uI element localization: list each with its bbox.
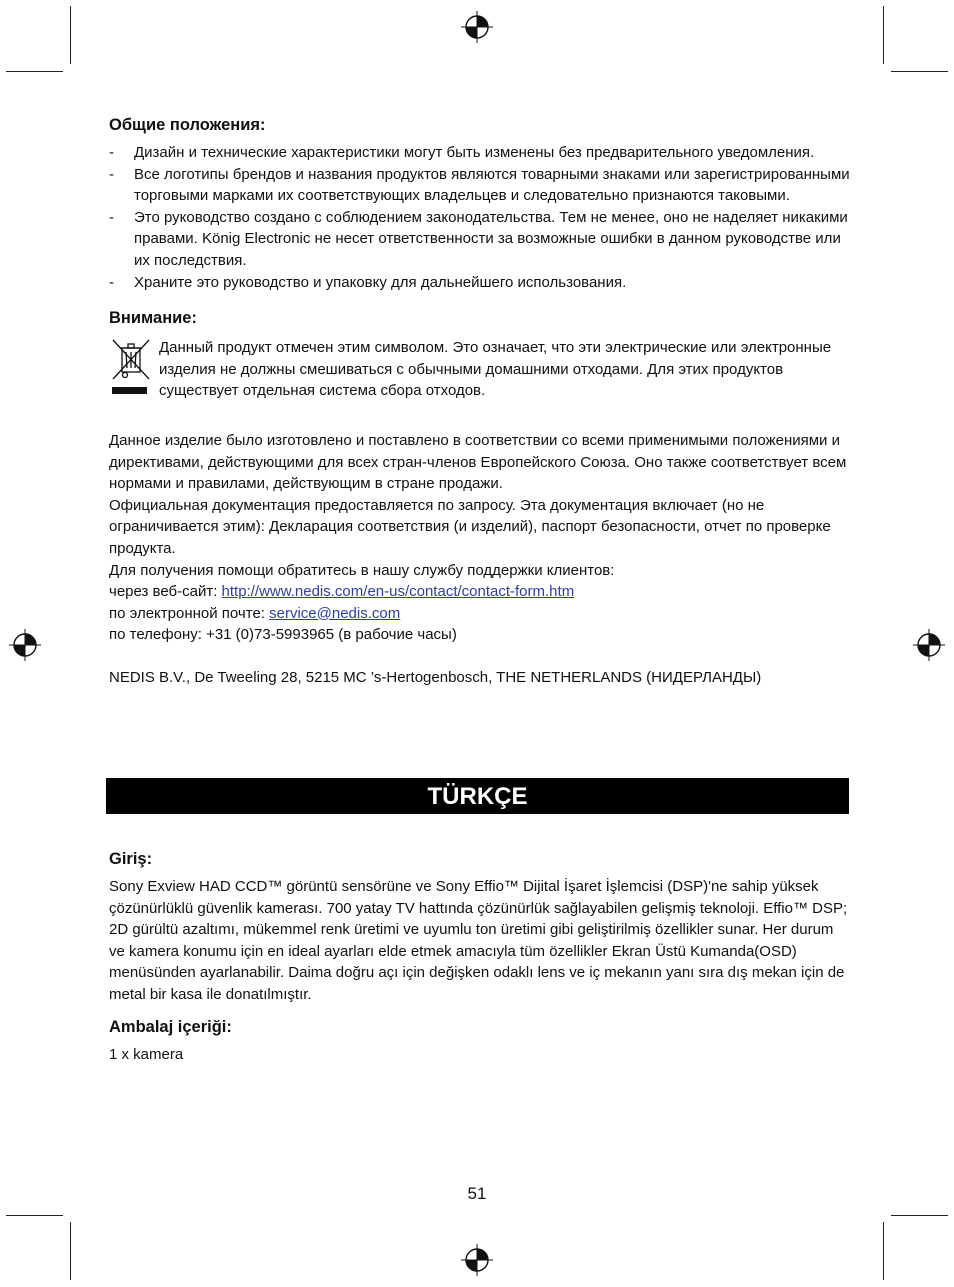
email-label: по электронной почте: xyxy=(109,604,270,622)
registration-mark-icon xyxy=(460,10,494,44)
weee-notice xyxy=(109,337,851,402)
attention-heading: Внимание: xyxy=(109,309,197,328)
crop-mark xyxy=(891,1215,948,1216)
documentation-paragraph: Официальная документация предоставляется по запросу. Эта документация включает (но не ограничивается этим): Декларация соответствия (и изделий), паспорт безопасности, отчет по проверке продукта. xyxy=(109,496,831,557)
registration-mark-icon xyxy=(8,628,42,662)
intro-paragraph: Sony Exview HAD CCD™ görüntü sensörüne ve Sony Effio™ Dijital İşaret İşlemcisi (DSP)'ne sahip yüksek çözünürlüklü güvenlik kamerası. 700 yatay TV hattında çözünürlük sağlayabilen gelişmiş teknoloji. Effio™ DSP; 2D gürültü azaltımı, mükemmel renk üretimi ve uyumlu ton üretimi gibi geliştirilmiş özellikler sunar. Her durum ve kamera konumu için en ideal ayarları elde etmek amacıyla tüm özellikler Ekran Üstü Kumanda(OSD) menüsünden ayarlanabilir. Daima doğru açı için değişken odaklı lens ve iç mekanın yanı sıra dış mekan için de metal bir kasa ile donatılmıştır. xyxy=(109,878,848,1003)
crop-mark xyxy=(70,6,71,64)
list-item: - Храните это руководство и упаковку для дальнейшего использования. xyxy=(109,272,851,294)
compliance-block xyxy=(109,430,851,689)
crop-mark xyxy=(6,71,63,72)
list-item: - Все логотипы брендов и названия продуктов являются товарными знаками или зарегистрированными торговыми марками их соответствующих владельцев и следовательно признаются таковыми. xyxy=(109,164,851,207)
registration-mark-icon xyxy=(460,1243,494,1277)
web-line xyxy=(109,581,851,603)
russian-section xyxy=(109,114,851,689)
turkish-section xyxy=(109,848,851,1065)
page-number: 51 xyxy=(467,1184,487,1203)
company-address: NEDIS B.V., De Tweeling 28, 5215 MC ’s-Hertogenbosch, THE NETHERLANDS (НИДЕРЛАНДЫ) xyxy=(109,669,762,687)
list-item: - Это руководство создано с соблюдением законодательства. Тем не менее, оно не наделяет никакими правами. König Electronic не несет ответственности за возможные ошибки в данном руководстве или их последствия. xyxy=(109,207,851,272)
phone-line: по телефону: +31 (0)73-5993965 (в рабочие часы) xyxy=(109,626,457,644)
general-list xyxy=(109,142,851,293)
email-line xyxy=(109,603,851,625)
weee-text: Данный продукт отмечен этим символом. Это означает, что эти электрические или электронные изделия не должны смешиваться с обычными домашними отходами. Для этих продуктов существует отдельная система сбора отходов. xyxy=(159,339,832,400)
intro-heading: Giriş: xyxy=(109,850,153,868)
language-section-band: TÜRKÇE xyxy=(106,778,849,814)
compliance-paragraph: Данное изделие было изготовлено и поставлено в соответствии со всеми применимыми положениями и директивами, действующими для всех стран-членов Европейского Союза. Оно также соответствует всем нормами и правилами, действующим в стране продажи. xyxy=(109,431,847,493)
list-item: - Дизайн и технические характеристики могут быть изменены без предварительного уведомления. xyxy=(109,142,851,164)
crop-mark xyxy=(883,6,884,64)
support-email-link[interactable]: service@nedis.com xyxy=(269,604,401,622)
crop-mark xyxy=(6,1215,63,1216)
crop-mark xyxy=(70,1222,71,1280)
crop-mark xyxy=(891,71,948,72)
package-item: 1 x kamera xyxy=(109,1045,184,1063)
support-intro: Для получения помощи обратитесь в нашу службу поддержки клиентов: xyxy=(109,561,615,579)
contact-form-link[interactable]: http://www.nedis.com/en-us/contact/contact-form.htm xyxy=(221,583,575,601)
package-heading: Ambalaj içeriği: xyxy=(109,1017,232,1036)
crossed-out-wheelie-bin-icon xyxy=(109,337,153,399)
general-heading: Общие положения: xyxy=(109,116,266,134)
crop-mark xyxy=(883,1222,884,1280)
web-label: через веб-сайт: xyxy=(109,583,222,601)
registration-mark-icon xyxy=(912,628,946,662)
